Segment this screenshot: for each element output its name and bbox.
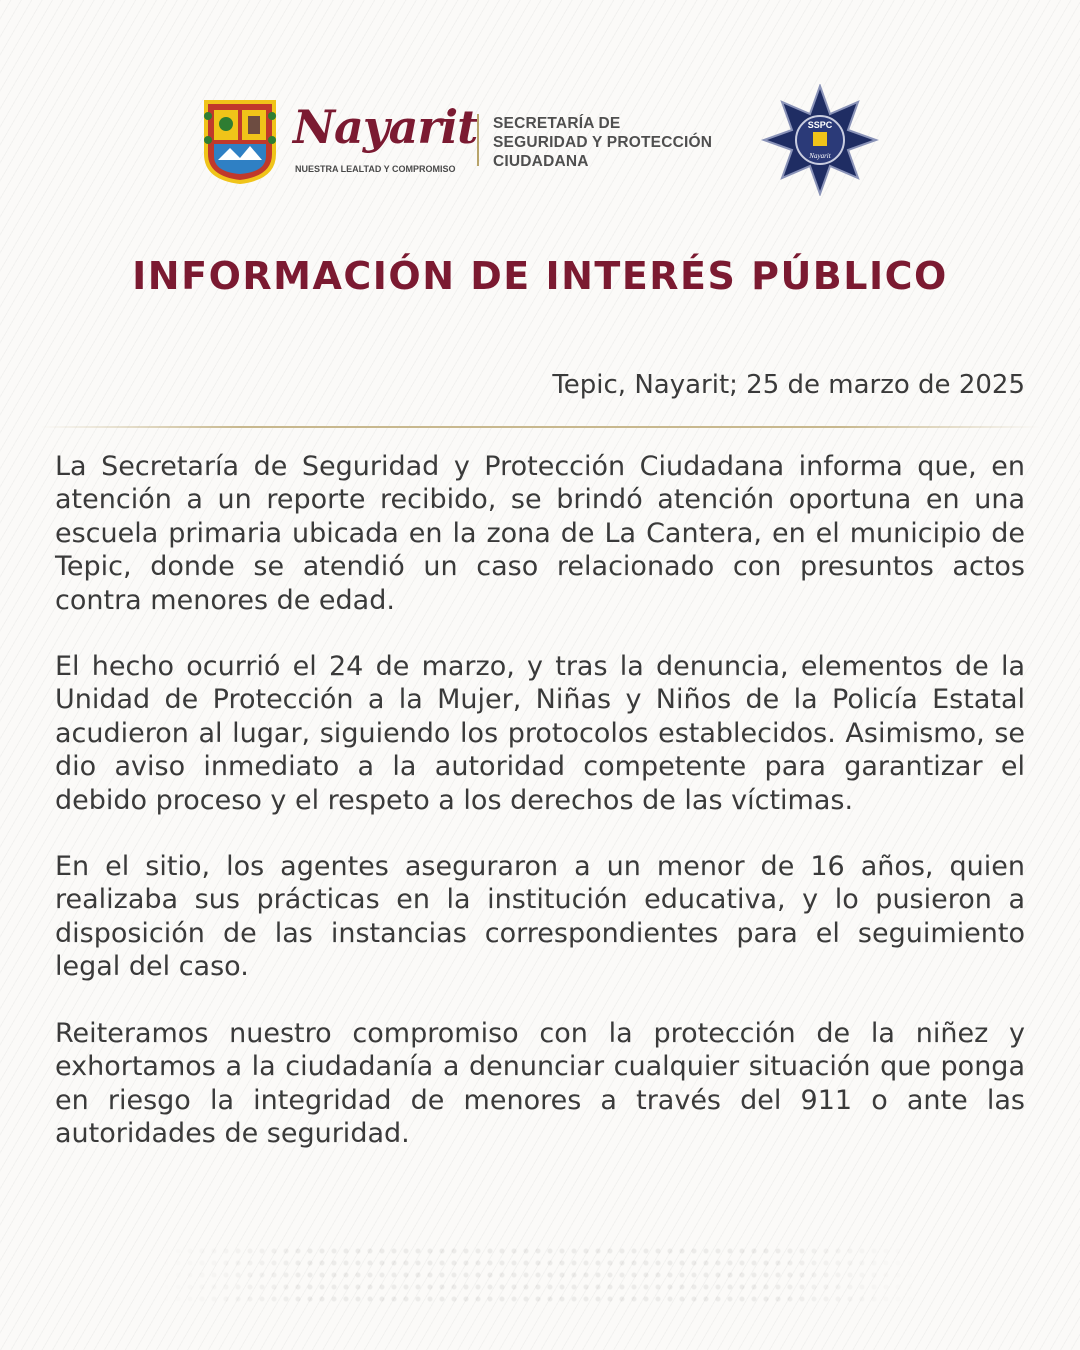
brand-slogan: NUESTRA LEALTAD Y COMPROMISO bbox=[295, 164, 456, 174]
nayarit-coat-of-arms-icon bbox=[200, 96, 280, 184]
badge-text: SSPC bbox=[807, 120, 833, 130]
header-divider bbox=[477, 114, 479, 166]
department-line: SEGURIDAD Y PROTECCIÓN bbox=[493, 134, 713, 151]
department-name bbox=[493, 114, 712, 171]
divider bbox=[40, 426, 1040, 428]
statement-body bbox=[55, 450, 1025, 1183]
paragraph: En el sitio, los agentes aseguraron a un menor de 16 años, quien realizaba sus prácticas en la institución educativa, y lo pusieron a disposición de las instancias correspondientes para el seguimiento legal del caso. bbox=[55, 851, 1025, 983]
footer-ornament bbox=[160, 1245, 920, 1305]
paragraph: El hecho ocurrió el 24 de marzo, y tras la denuncia, elementos de la Unidad de Protección a la Mujer, Niñas y Niños de la Policía Estatal acudieron al lugar, siguiendo los protocolos establecidos. Asimismo, se dio aviso inmediato a la autoridad competente para garantizar el debido proceso y el respeto a los derechos de las víctimas. bbox=[55, 651, 1025, 816]
page-title: INFORMACIÓN DE INTERÉS PÚBLICO bbox=[132, 254, 948, 298]
paragraph: Reiteramos nuestro compromiso con la protección de la niñez y exhortamos a la ciudadanía a denunciar cualquier situación que ponga en riesgo la integridad de menores a través del 911 o ante las autoridades de seguridad. bbox=[55, 1017, 1025, 1149]
badge-subtext: Nayarit bbox=[809, 152, 831, 160]
date-line: Tepic, Nayarit; 25 de marzo de 2025 bbox=[552, 370, 1025, 400]
department-line: SECRETARÍA DE bbox=[493, 115, 621, 132]
brand-name: Nayarit bbox=[293, 100, 478, 154]
department-line: CIUDADANA bbox=[493, 153, 589, 170]
brand-logo bbox=[293, 100, 478, 180]
header bbox=[195, 86, 895, 196]
sspc-star-badge-icon bbox=[760, 84, 880, 196]
paragraph: La Secretaría de Seguridad y Protección Ciudadana informa que, en atención a un reporte recibido, se brindó atención oportuna en una escuela primaria ubicada en la zona de La Cantera, en el municipio de Tepic, donde se atendió un caso relacionado con presuntos actos contra menores de edad. bbox=[55, 451, 1025, 616]
